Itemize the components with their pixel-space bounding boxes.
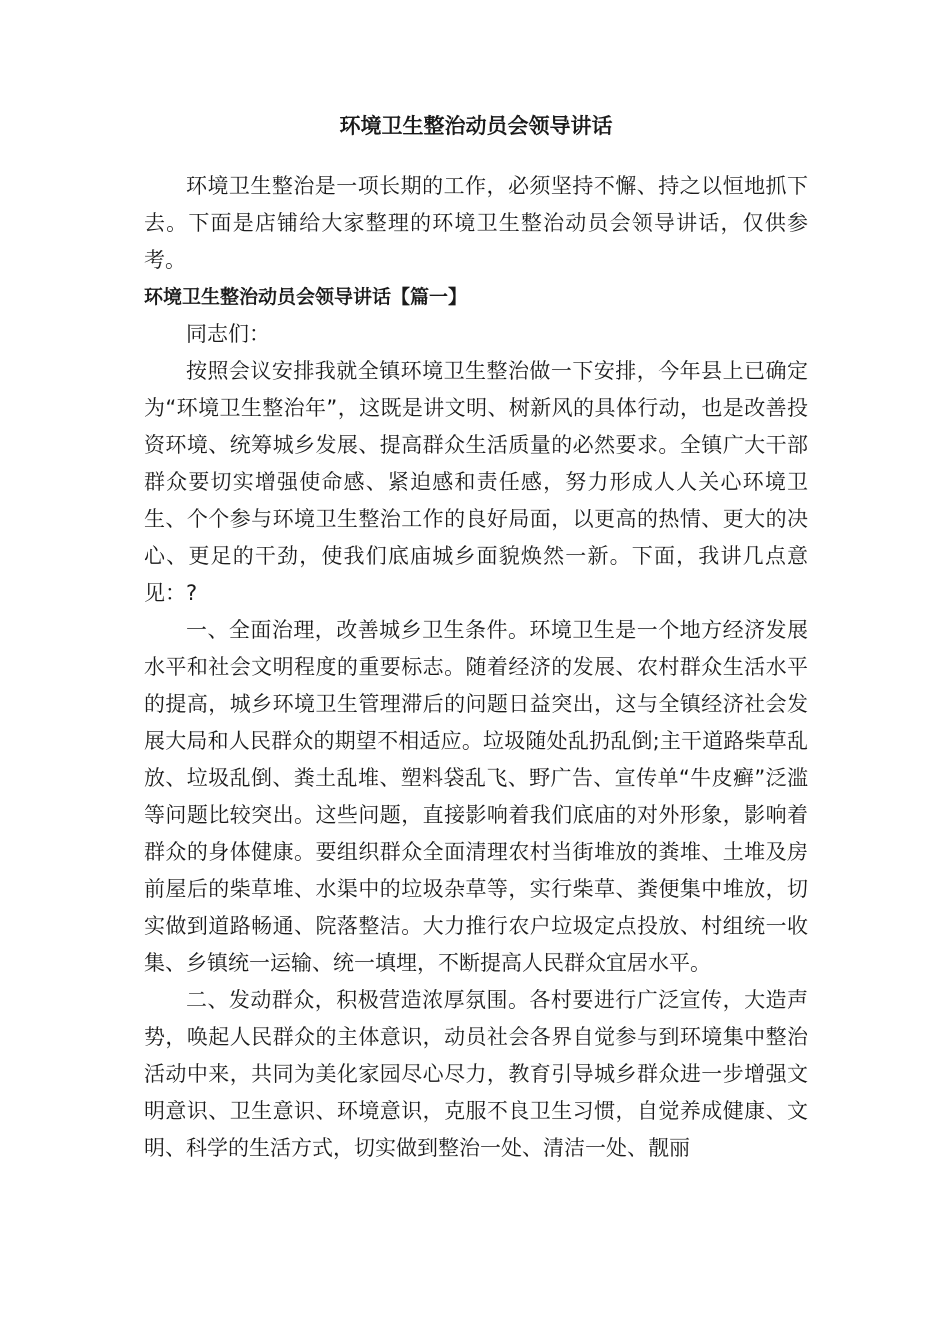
body-paragraph-3: 二、发动群众，积极营造浓厚氛围。各村要进行广泛宣传，大造声势，唤起人民群众的主体意识，动员社会各界自觉参与到环境集中整治活动中来，共同为美化家园尽心尽力，教育引导城乡群众进一步增强文明意识、卫生意识、环境意识，克服不良卫生习惯，自觉养成健康、文明、科学的生活方式，切实做到整治一处、清洁一处、靓丽 [144,988,808,1160]
section-heading: 环境卫生整治动员会领导讲话【篇一】 [144,286,468,308]
salutation: 同志们： [186,322,270,346]
document-page [144,108,808,1167]
document-title: 环境卫生整治动员会领导讲话 [339,114,613,138]
body-paragraph-2: 一、全面治理，改善城乡卫生条件。环境卫生是一个地方经济发展水平和社会文明程度的重要标志。随着经济的发展、农村群众生活水平的提高，城乡环境卫生管理滞后的问题日益突出，这与全镇经济社会发展大局和人民群众的期望不相适应。垃圾随处乱扔乱倒;主干道路柴草乱放、垃圾乱倒、粪土乱堆、塑料袋乱飞、野广告、宣传单“牛皮癣”泛滥等问题比较突出。这些问题，直接影响着我们底庙的对外形象，影响着群众的身体健康。要组织群众全面清理农村当街堆放的粪堆、土堆及房前屋后的柴草堆、水渠中的垃圾杂草等，实行柴草、粪便集中堆放，切实做到道路畅通、院落整洁。大力推行农户垃圾定点投放、村组统一收集、乡镇统一运输、统一填埋，不断提高人民群众宜居水平。 [144,618,808,975]
intro-paragraph: 环境卫生整治是一项长期的工作，必须坚持不懈、持之以恒地抓下去。下面是店铺给大家整理的环境卫生整治动员会领导讲话，仅供参考。 [144,174,808,272]
body-paragraph-1: 按照会议安排我就全镇环境卫生整治做一下安排，今年县上已确定为“环境卫生整治年”，这既是讲文明、树新风的具体行动，也是改善投资环境、统筹城乡发展、提高群众生活质量的必然要求。全镇广大干部群众要切实增强使命感、紧迫感和责任感，努力形成人人关心环境卫生、个个参与环境卫生整治工作的良好局面，以更高的热情、更大的决心、更足的干劲，使我们底庙城乡面貌焕然一新。下面，我讲几点意见：? [144,359,808,605]
